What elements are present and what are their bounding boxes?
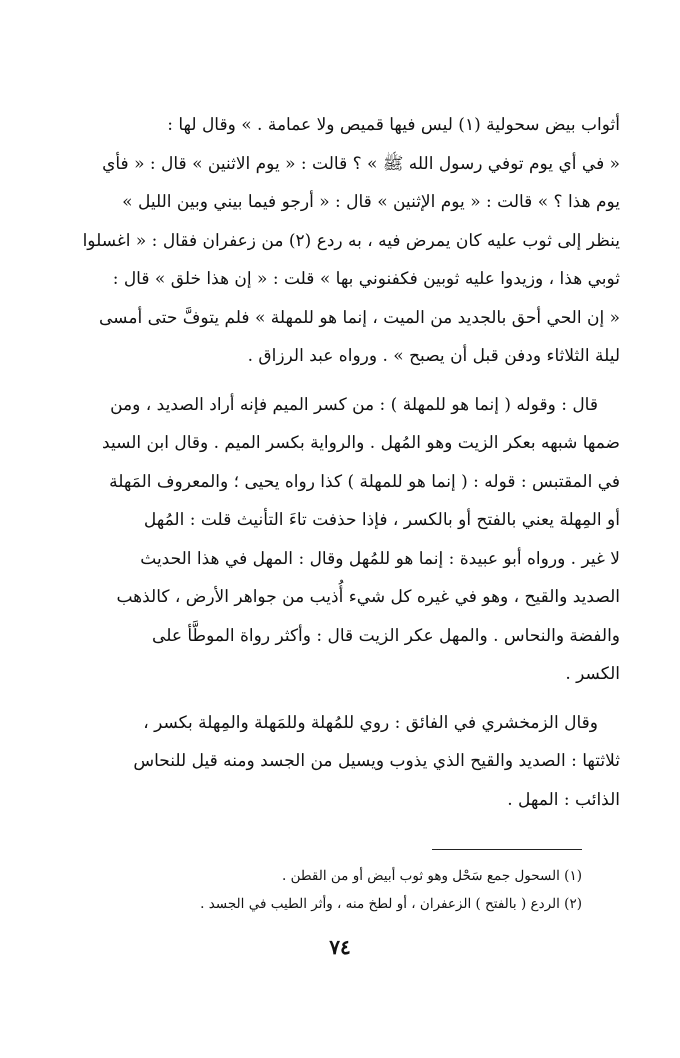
text-line: ثلاثتها : الصديد والقيح الذي يذوب ويسيل من الجسد ومنه قيل للنحاس: [133, 751, 620, 771]
text-line: والفضة والنحاس . والمهل عكر الزيت قال : وأكثر رواة الموطَّأ على: [152, 625, 620, 646]
paragraph-gap: [58, 376, 620, 386]
text-line: وقال الزمخشري في الفائق : روي للمُهلة وللمَهلة والمِهلة بكسر ،: [143, 712, 598, 733]
text-line: الصديد والقيح ، وهو في غيره كل شيء أُذيب من جواهر الأرض ، كالذهب: [116, 587, 620, 607]
text-line: « في أي يوم توفي رسول الله ﷺ » ؟ قالت : « يوم الاثنين » قال : « فأي: [102, 153, 620, 174]
footnote-1: (١) السحول جمع سَحْل وهو ثوب أبيض أو من القطن .: [281, 868, 582, 884]
text-line: ثوبي هذا ، وزيدوا عليه ثوبين فكفنوني بها » قلت : « إن هذا خلق » قال :: [112, 269, 620, 289]
text-line: لا غير . ورواه أبو عبيدة : إنما هو للمُهل وقال : المهل في هذا الحديث: [140, 548, 620, 569]
paragraph-gap: [58, 694, 620, 704]
footnote-separator: [432, 849, 582, 850]
text-line: في المقتبس : قوله : ( إنما هو للمهلة ) كذا رواه يحيى ؛ والمعروف المَهلة: [109, 471, 620, 492]
text-line: ينظر إلى ثوب عليه كان يمرض فيه ، به ردع (٢) من زعفران فقال : « اغسلوا: [82, 230, 620, 251]
text-line: ضمها شبهه بعكر الزيت وهو المُهل . والرواية بكسر الميم . وقال ابن السيد: [102, 433, 620, 453]
text-line: يوم هذا ؟ » قالت : « يوم الإثنين » قال : « أرجو فيما بيني وبين الليل »: [122, 192, 620, 212]
text-line: أثواب بيض سحولية (١) ليس فيها قميص ولا عمامة . » وقال لها :: [167, 115, 620, 135]
text-line: أو المِهلة يعني بالفتح أو بالكسر ، فإذا حذفت تاءَ التأنيث قلت : المُهل: [143, 510, 620, 530]
footnotes: [58, 862, 582, 918]
footnote-2: (٢) الردع ( بالفتح ) الزعفران ، أو لطخ منه ، وأثر الطيب في الجسد .: [200, 896, 582, 912]
text-line: قال : وقوله ( إنما هو للمهلة ) : من كسر الميم فإنه أراد الصديد ، ومن: [110, 394, 598, 415]
text-line: الذائب : المهل .: [507, 789, 620, 810]
page-number: ٧٤: [329, 935, 351, 959]
text-line: الكسر .: [565, 664, 620, 684]
text-line: ليلة الثلاثاء ودفن قبل أن يصبح » . ورواه عبد الرزاق .: [247, 346, 620, 366]
main-text: [58, 106, 620, 819]
text-line: « إن الحي أحق بالجديد من الميت ، إنما هو للمهلة » فلم يتوفَّ حتى أمسى: [99, 307, 620, 328]
